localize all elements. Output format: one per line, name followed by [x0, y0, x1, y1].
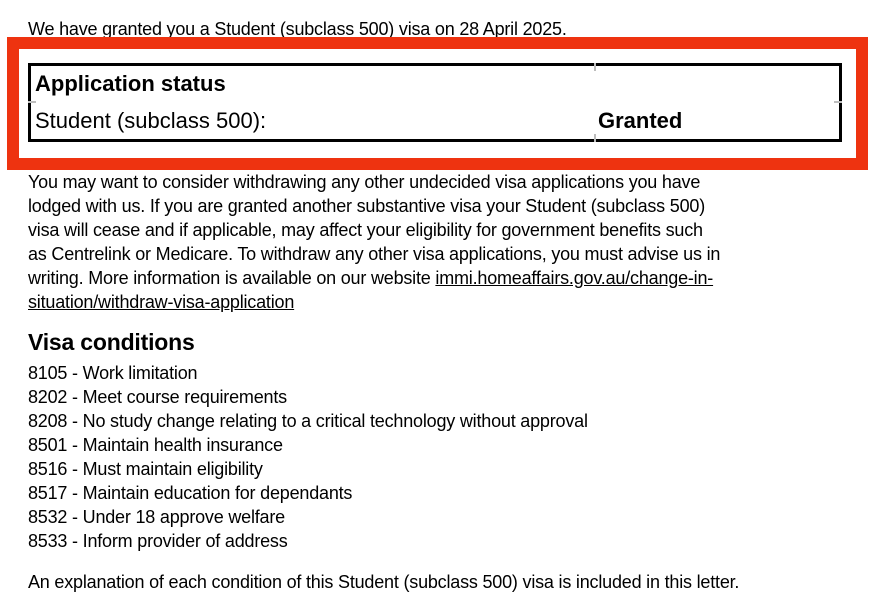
- visa-condition-item: 8516 - Must maintain eligibility: [28, 459, 263, 479]
- table-header-row: [31, 66, 839, 103]
- website-link[interactable]: immi.homeaffairs.gov.au/change-in-: [435, 268, 714, 288]
- visa-condition-item: 8517 - Maintain education for dependants: [28, 483, 353, 503]
- visa-conditions-list: [28, 361, 588, 553]
- table-status-row: [31, 103, 839, 140]
- table-row-separator-tick: [834, 101, 842, 103]
- application-status-header: Application status: [35, 71, 226, 97]
- paragraph-line: [28, 266, 720, 290]
- paragraph-line: You may want to consider withdrawing any other undecided visa applications you have: [28, 172, 701, 192]
- visa-condition-item: 8105 - Work limitation: [28, 363, 198, 383]
- withdraw-paragraph: [28, 170, 720, 314]
- closing-paragraph: An explanation of each condition of this Student (subclass 500) visa is included in this letter.: [28, 572, 740, 592]
- table-column-separator-tick: [594, 134, 596, 142]
- paragraph-line: [28, 290, 720, 314]
- intro-paragraph: We have granted you a Student (subclass 500) visa on 28 April 2025.: [28, 19, 567, 39]
- visa-condition-item: 8208 - No study change relating to a critical technology without approval: [28, 411, 588, 431]
- paragraph-line: as Centrelink or Medicare. To withdraw any other visa applications, you must advise us in: [28, 244, 721, 264]
- paragraph-line: lodged with us. If you are granted another substantive visa your Student (subclass 500): [28, 196, 706, 216]
- table-row-separator-tick: [28, 101, 36, 103]
- paragraph-line: visa will cease and if applicable, may affect your eligibility for government benefits such: [28, 220, 703, 240]
- visa-condition-item: 8501 - Maintain health insurance: [28, 435, 283, 455]
- visa-condition-item: 8202 - Meet course requirements: [28, 387, 287, 407]
- paragraph-text: writing. More information is available on our website: [28, 268, 436, 288]
- visa-conditions-heading: Visa conditions: [28, 329, 195, 355]
- visa-condition-item: 8533 - Inform provider of address: [28, 531, 288, 551]
- application-status-table: [28, 63, 842, 142]
- visa-condition-item: 8532 - Under 18 approve welfare: [28, 507, 285, 527]
- application-label: Student (subclass 500):: [35, 107, 267, 133]
- application-status-value: Granted: [598, 107, 683, 133]
- table-column-separator-tick: [594, 63, 596, 71]
- website-link[interactable]: situation/withdraw-visa-application: [28, 292, 295, 312]
